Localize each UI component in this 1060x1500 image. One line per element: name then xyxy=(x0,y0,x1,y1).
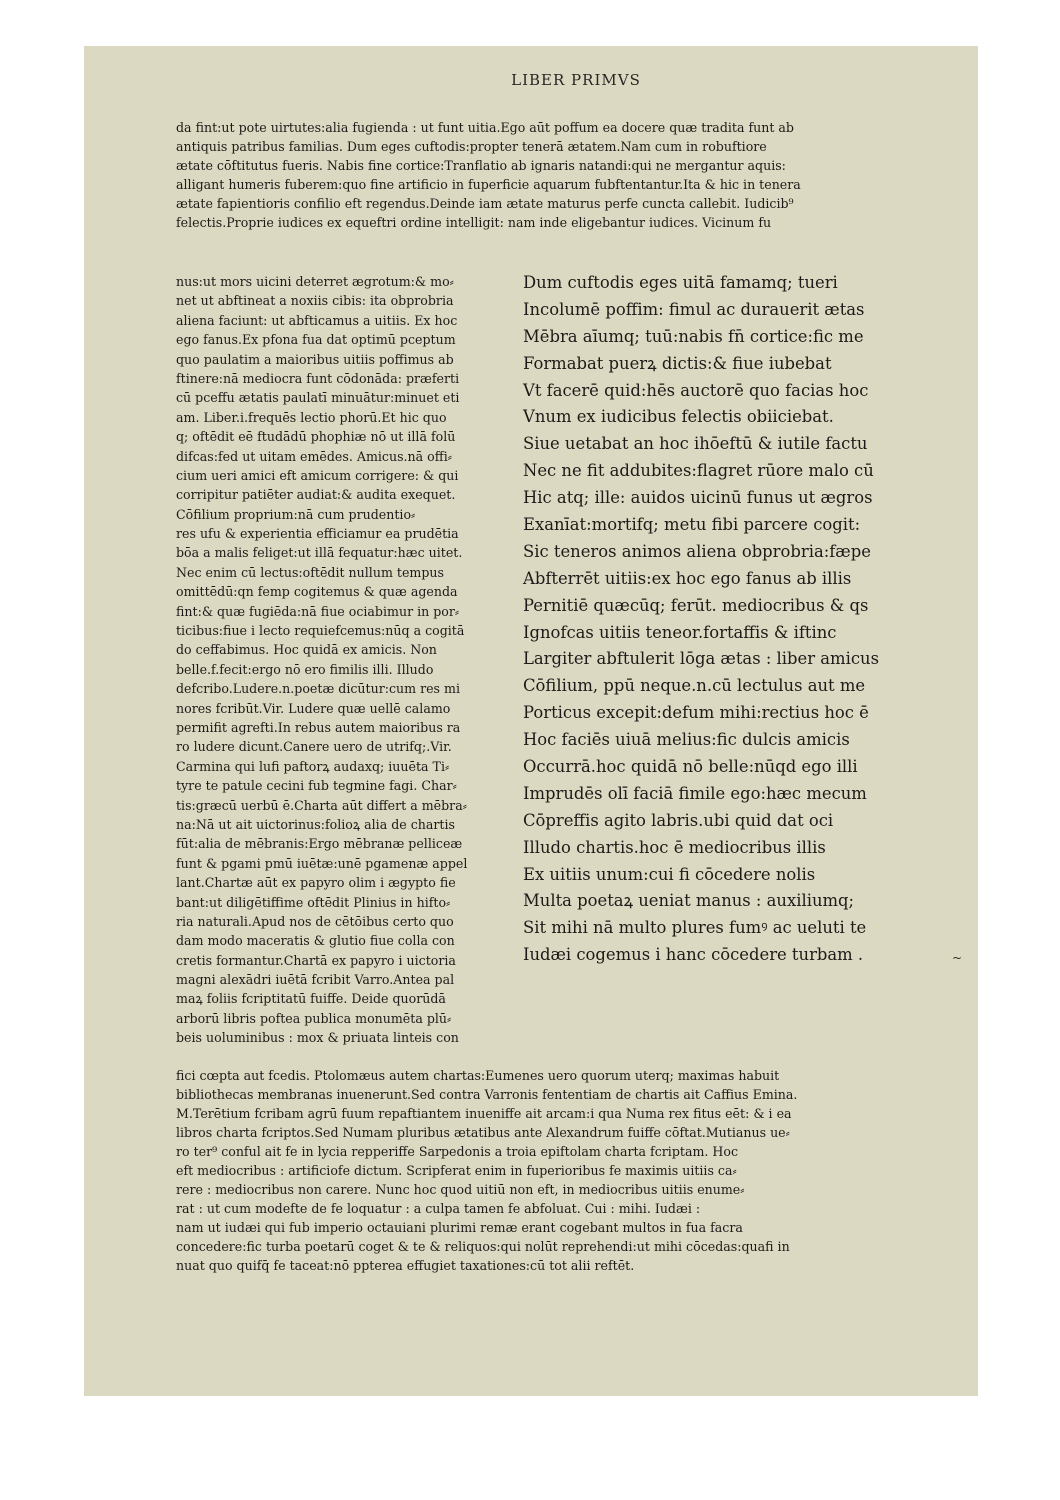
commentary-line: Carmina qui lufi paftorꝝ audaxq; iuuēta Ti⸗ xyxy=(176,758,450,774)
commentary-line: bibliothecas membranas inuenerunt.Sed contra Varronis fententiam de chartis ait Caffius Emina. xyxy=(176,1087,798,1102)
commentary-line: nus:ut mors uicini deterret ægrotum:& mo⸗ xyxy=(176,274,454,289)
commentary-line: felectis.Proprie iudices ex equeftri ordine intelligit: nam inde eligebantur iudices. Vicinum fu xyxy=(176,215,772,230)
poem-line: Formabat puerꝝ dictis:& fiue iubebat xyxy=(523,353,832,373)
poem-line: Largiter abftulerit lōga ætas : liber amicus xyxy=(523,649,879,669)
commentary-line: ro ludere dicunt.Canere uero de utrifq;.Vir. xyxy=(176,739,452,755)
commentary-line: cretis formantur.Chartā ex papyro i uictoria xyxy=(176,952,456,968)
poem-line: Vt facerē quid:hēs auctorē quo facias hoc xyxy=(523,380,869,400)
commentary-line: rere : mediocribus non carere. Nunc hoc quod uitiū non eft, in mediocribus uitiis enume⸗ xyxy=(176,1182,745,1197)
commentary-line: defcribo.Ludere.n.poetæ dicūtur:cum res mi xyxy=(176,681,460,697)
poem-line: Mēbra aīumq; tuū:nabis fn̄ cortice:fic me xyxy=(523,326,864,346)
commentary-line: beis uoluminibus : mox & priuata linteis con xyxy=(176,1030,459,1046)
commentary-line: ætate fapientioris confilio eft regendus.Deinde iam ætate maturus perfe cuncta callebit. Iudicib⁹ xyxy=(176,196,794,211)
commentary-line: antiquis patribus familias. Dum eges cuftodis:propter tenerā ætatem.Nam cum in robuftiore xyxy=(176,139,767,154)
poem-line: Occurrā.hoc quidā nō belle:nūqd ego illi xyxy=(523,757,858,777)
poem-line: Abfterrēt uitiis:ex hoc ego fanus ab illis xyxy=(523,568,852,588)
commentary-line: bōa a malis feliget:ut illā fequatur:hæc uitet. xyxy=(176,545,463,561)
commentary-line: M.Terētium fcribam agrū fuum repaftiantem inueniffe ait arcam:i qua Numa rex fitus eēt: & i ea xyxy=(176,1106,792,1121)
commentary-line: maꝝ foliis fcriptitatū fuiffe. Deide quorūdā xyxy=(176,991,446,1007)
commentary-line: magni alexādri iuētā fcribit Varro.Antea pal xyxy=(176,972,455,988)
commentary-line: ticibus:fiue i lecto requiefcemus:nūq a cogitā xyxy=(176,623,465,639)
commentary-line: dam modo maceratis & glutio fiue colla con xyxy=(176,933,455,949)
commentary-line: nam ut iudæi qui fub imperio octauiani plurimi remæ erant cogebant multos in fua facra xyxy=(176,1220,743,1235)
commentary-line: nuat quo quifq̄ fe taceat:nō ppterea effugiet taxationes:cū tot alii reftēt. xyxy=(176,1258,635,1273)
commentary-line: cū pceffu ætatis paulatī minuātur:minuet eti xyxy=(176,390,460,406)
commentary-line: res ufu & experientia efficiamur ea prudētia xyxy=(176,526,459,542)
commentary-line: alligant humeris fuberem:quo fine artificio in fuperficie aquarum fubftentantur.Ita & hic in tenera xyxy=(176,177,801,192)
book-page xyxy=(84,46,978,1396)
poem-line: Sit mihi nā multo plures fumꝰ ac ueluti te xyxy=(523,918,867,938)
poem-line: Exanīat:mortifq; metu fibi parcere cogit: xyxy=(523,515,861,535)
poem-line: Multa poetaꝝ ueniat manus : auxiliumq; xyxy=(523,891,855,911)
commentary-line: fūt:alia de mēbranis:Ergo mēbranæ pelliceæ xyxy=(176,836,463,852)
commentary-line: bant:ut diligētiffime oftēdit Plinius in hifto⸗ xyxy=(176,894,451,910)
commentary-line: libros charta fcriptos.Sed Numam pluribus ætatibus ante Alexandrum fuiffe cōftat.Mutianus ue⸗ xyxy=(176,1125,790,1140)
poem-line: Cōfilium, ppū neque.n.cū lectulus aut me xyxy=(523,676,866,696)
commentary-line: lant.Chartæ aūt ex papyro olim i ægypto fie xyxy=(176,875,456,891)
commentary-line: quo paulatim a maioribus uitiis poffimus ab xyxy=(176,351,454,367)
poem-line: Ignofcas uitiis teneor.fortaffis & iftinc xyxy=(523,622,837,642)
commentary-line: cium ueri amici eft amicum corrigere: & qui xyxy=(176,467,459,483)
commentary-line: eft mediocribus : artificiofe dictum. Scripferat enim in fuperioribus fe maximis uitiis ca⸗ xyxy=(176,1163,737,1178)
commentary-line: ria naturali.Apud nos de cētōibus certo quo xyxy=(176,913,454,929)
running-header: LIBER PRIMVS xyxy=(511,71,641,89)
bottom-commentary xyxy=(176,1066,797,1275)
commentary-line: tis:græcū uerbū ē.Charta aūt differt a mēbra⸗ xyxy=(176,797,467,813)
poem-line: Incolumē poffim: fimul ac durauerit ætas xyxy=(523,299,865,319)
poem-line: Dum cuftodis eges uitā famamq; tueri xyxy=(523,273,838,292)
left-commentary xyxy=(176,272,467,1048)
commentary-line: na:Nā ut ait uictorinus:folioꝝ alia de chartis xyxy=(176,816,455,832)
commentary-line: q; oftēdit eē ftudādū phophiæ nō ut illā folū xyxy=(176,429,456,445)
poem-line: Cōpreffis agito labris.ubi quid dat oci xyxy=(523,810,834,830)
commentary-line: net ut abftineat a noxiis cibis: ita obprobria xyxy=(176,293,454,309)
commentary-line: ego fanus.Ex pfona fua dat optimū pceptum xyxy=(176,332,456,348)
top-commentary xyxy=(176,118,801,232)
commentary-line: Nec enim cū lectus:oftēdit nullum tempus xyxy=(176,564,444,580)
commentary-line: do ceffabimus. Hoc quidā ex amicis. Non xyxy=(176,642,437,658)
commentary-line: rat : ut cum modefte de fe loquatur : a culpa tamen fe abfoluat. Cui : mihi. Iudæi : xyxy=(176,1201,701,1216)
poem-line: Illudo chartis.hoc ē mediocribus illis xyxy=(523,837,826,857)
commentary-line: ftinere:nā mediocra funt cōdonāda: præferti xyxy=(176,370,460,386)
poem-line: Iudæi cogemus i hanc cōcedere turbam . xyxy=(523,945,864,965)
poem-line: Imprudēs olī faciā fimile ego:hæc mecum xyxy=(523,783,867,803)
commentary-line: Cōfilium proprium:nā cum prudentio⸗ xyxy=(176,506,416,522)
commentary-line: fint:& quæ fugiēda:nā fiue ociabimur in por⸗ xyxy=(176,603,460,619)
poem-line: Hic atq; ille: auidos uicinū funus ut ægros xyxy=(523,488,873,508)
commentary-line: ætate cōftitutus fueris. Nabis fine cortice:Tranflatio ab ignaris natandi:qui ne mergantur aquis: xyxy=(176,158,786,173)
commentary-line: da fint:ut pote uirtutes:alia fugienda : ut funt uitia.Ego aūt poffum ea docere quæ tradita funt ab xyxy=(176,120,794,135)
commentary-line: corripitur patiēter audiat:& audita exequet. xyxy=(176,487,456,503)
commentary-line: difcas:fed ut uitam emēdes. Amicus.nā offi⸗ xyxy=(176,448,452,464)
poem-line: Sic teneros animos aliena obprobria:fæpe xyxy=(523,541,871,561)
poem-line: Siue uetabat an hoc ihōeftū & iutile factu xyxy=(523,434,868,454)
commentary-line: arborū libris poftea publica monumēta plū⸗ xyxy=(176,1010,452,1026)
commentary-line: aliena faciunt: ut abfticamus a uitiis. Ex hoc xyxy=(176,312,458,328)
commentary-line: fici cœpta aut fcedis. Ptolomæus autem chartas:Eumenes uero quorum uterq; maximas habuit xyxy=(176,1068,780,1083)
commentary-line: concedere:fic turba poetarū coget & te & reliquos:qui nolūt reprehendi:ut mihi cōcedas:quafi in xyxy=(176,1239,790,1254)
commentary-line: permifit agrefti.In rebus autem maioribus ra xyxy=(176,719,461,735)
commentary-line: ro ter⁹ conful ait fe in lycia repperiffe Sarpedonis a troia epiftolam charta fcriptam. Hoc xyxy=(176,1144,739,1159)
commentary-line: funt & pgami pmū iuētæ:unē pgamenæ appel xyxy=(176,855,468,871)
poem-line: Pernitiē quæcūq; ferūt. mediocribus & qs xyxy=(523,595,869,615)
commentary-line: belle.f.fecit:ergo nō ero fimilis illi. Illudo xyxy=(176,661,434,677)
poem-line: Nec ne fit addubites:flagret rūore malo cū xyxy=(523,461,874,481)
poem-line: Ex uitiis unum:cui fi cōcedere nolis xyxy=(523,864,816,884)
poem-line: Porticus excepit:defum mihi:rectius hoc ē xyxy=(523,703,869,723)
commentary-line: am. Liber.i.frequēs lectio phorū.Et hic quo xyxy=(176,409,447,425)
commentary-line: nores fcribūt.Vir. Ludere quæ uellē calamo xyxy=(176,700,451,716)
commentary-line: omittēdū:qn femp cogitemus & quæ agenda xyxy=(176,584,458,600)
poem-line: Vnum ex iudicibus felectis obiiciebat. xyxy=(523,407,834,427)
poem-text xyxy=(523,270,879,969)
poem-line: Hoc faciēs uiuā melius:fic dulcis amicis xyxy=(523,730,850,750)
margin-mark: ~ xyxy=(952,951,963,965)
commentary-line: tyre te patule cecini fub tegmine fagi. Char⸗ xyxy=(176,778,457,794)
